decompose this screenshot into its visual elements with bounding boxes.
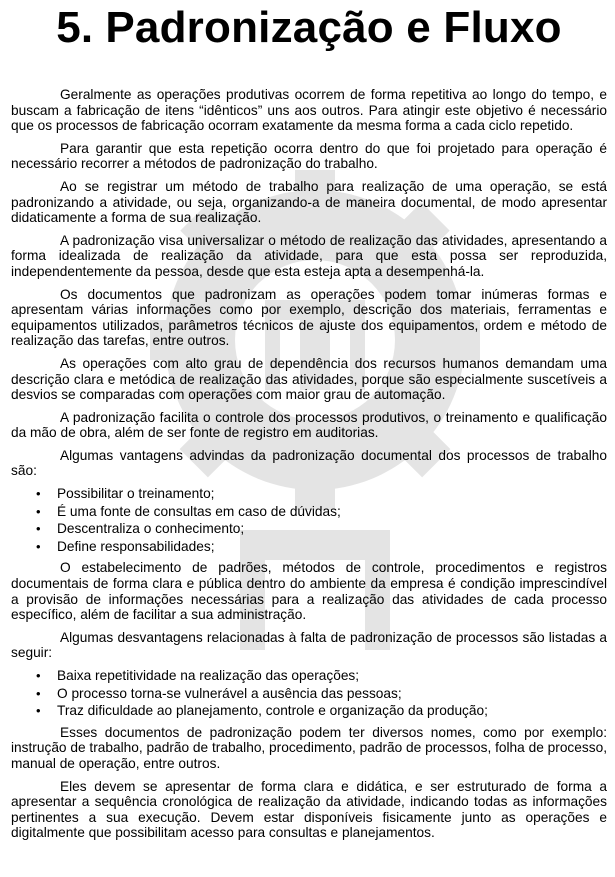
document-body <box>11 87 607 841</box>
list-item: • Define responsabilidades; <box>57 539 607 555</box>
list-item: • Traz dificuldade ao planejamento, controle e organização da produção; <box>57 703 607 719</box>
paragraph: Eles devem se apresentar de forma clara e didática, e ser estruturado de forma a apresentar a sequência cronológica de realização da atividade, indicando todas as informações pertinentes a sua execução. Devem estar disponíveis fisicamente junto as operações e digitalmente que possibilitam acesso para consultas e planejamentos. <box>11 778 607 841</box>
list-item: • Baixa repetitividade na realização das operações; <box>57 668 607 684</box>
paragraph: Algumas vantagens advindas da padronização documental dos processos de trabalho são: <box>11 447 607 479</box>
paragraph: Esses documentos de padronização podem ter diversos nomes, como por exemplo: instrução de trabalho, padrão de trabalho, procedimento, padrão de processos, folha de processo, manual de operação, entre outros. <box>11 724 607 771</box>
list-item: • O processo torna-se vulnerável a ausência das pessoas; <box>57 686 607 702</box>
paragraph: A padronização facilita o controle dos processos produtivos, o treinamento e qualificação da mão de obra, além de ser fonte de registro em auditorias. <box>11 409 607 441</box>
paragraph: Ao se registrar um método de trabalho para realização de uma operação, se está padronizando a atividade, ou seja, organizando-a de maneira documental, de modo apresentar didaticamente a forma de sua realização. <box>11 178 607 226</box>
advantages-list <box>11 486 607 554</box>
paragraph: O estabelecimento de padrões, métodos de controle, procedimentos e registros documentais de forma clara e pública dentro do ambiente da empresa é condição imprescindível a provisão de informações necessárias para a realização das atividades de cada processo específico, além de facilitar a sua administração. <box>11 560 607 623</box>
paragraph: As operações com alto grau de dependência dos recursos humanos demandam uma descrição clara e metódica de realização das atividades, porque são especialmente suscetíveis a desvios se comparadas com operações com maior grau de automação. <box>11 355 607 403</box>
paragraph: A padronização visa universalizar o método de realização das atividades, apresentando a forma idealizada de realização da atividade, para que esta possa ser reproduzida, independentemente da pessoa, desde que esta esteja apta a desempenhá-la. <box>11 232 607 279</box>
paragraph: Para garantir que esta repetição ocorra dentro do que foi projetado para operação é necessário recorrer a métodos de padronização do trabalho. <box>11 140 607 172</box>
section-heading <box>11 0 607 61</box>
paragraph: Geralmente as operações produtivas ocorrem de forma repetitiva ao longo do tempo, e buscam a fabricação de itens “idênticos” uns aos outros. Para atingir este objetivo é necessário que os processos de fabricação ocorram exatamente da mesma forma a cada ciclo repetido. <box>11 87 607 134</box>
section-title: Padronização e Fluxo <box>105 3 562 52</box>
paragraph: Algumas desvantagens relacionadas à falta de padronização de processos são listadas a seguir: <box>11 629 607 661</box>
list-item: • Descentraliza o conhecimento; <box>57 521 607 537</box>
list-item: • É uma fonte de consultas em caso de dúvidas; <box>57 504 607 520</box>
disadvantages-list <box>11 668 607 719</box>
paragraph: Os documentos que padronizam as operações podem tomar inúmeras formas e apresentam várias informações como por exemplo, descrição dos materiais, ferramentas e equipamentos utilizados, parâmetros técnicos de ajuste dos equipamentos, ordem e método de realização das tarefas, entre outros. <box>11 286 607 349</box>
section-number: 5. <box>56 3 94 52</box>
list-item: • Possibilitar o treinamento; <box>57 486 607 502</box>
